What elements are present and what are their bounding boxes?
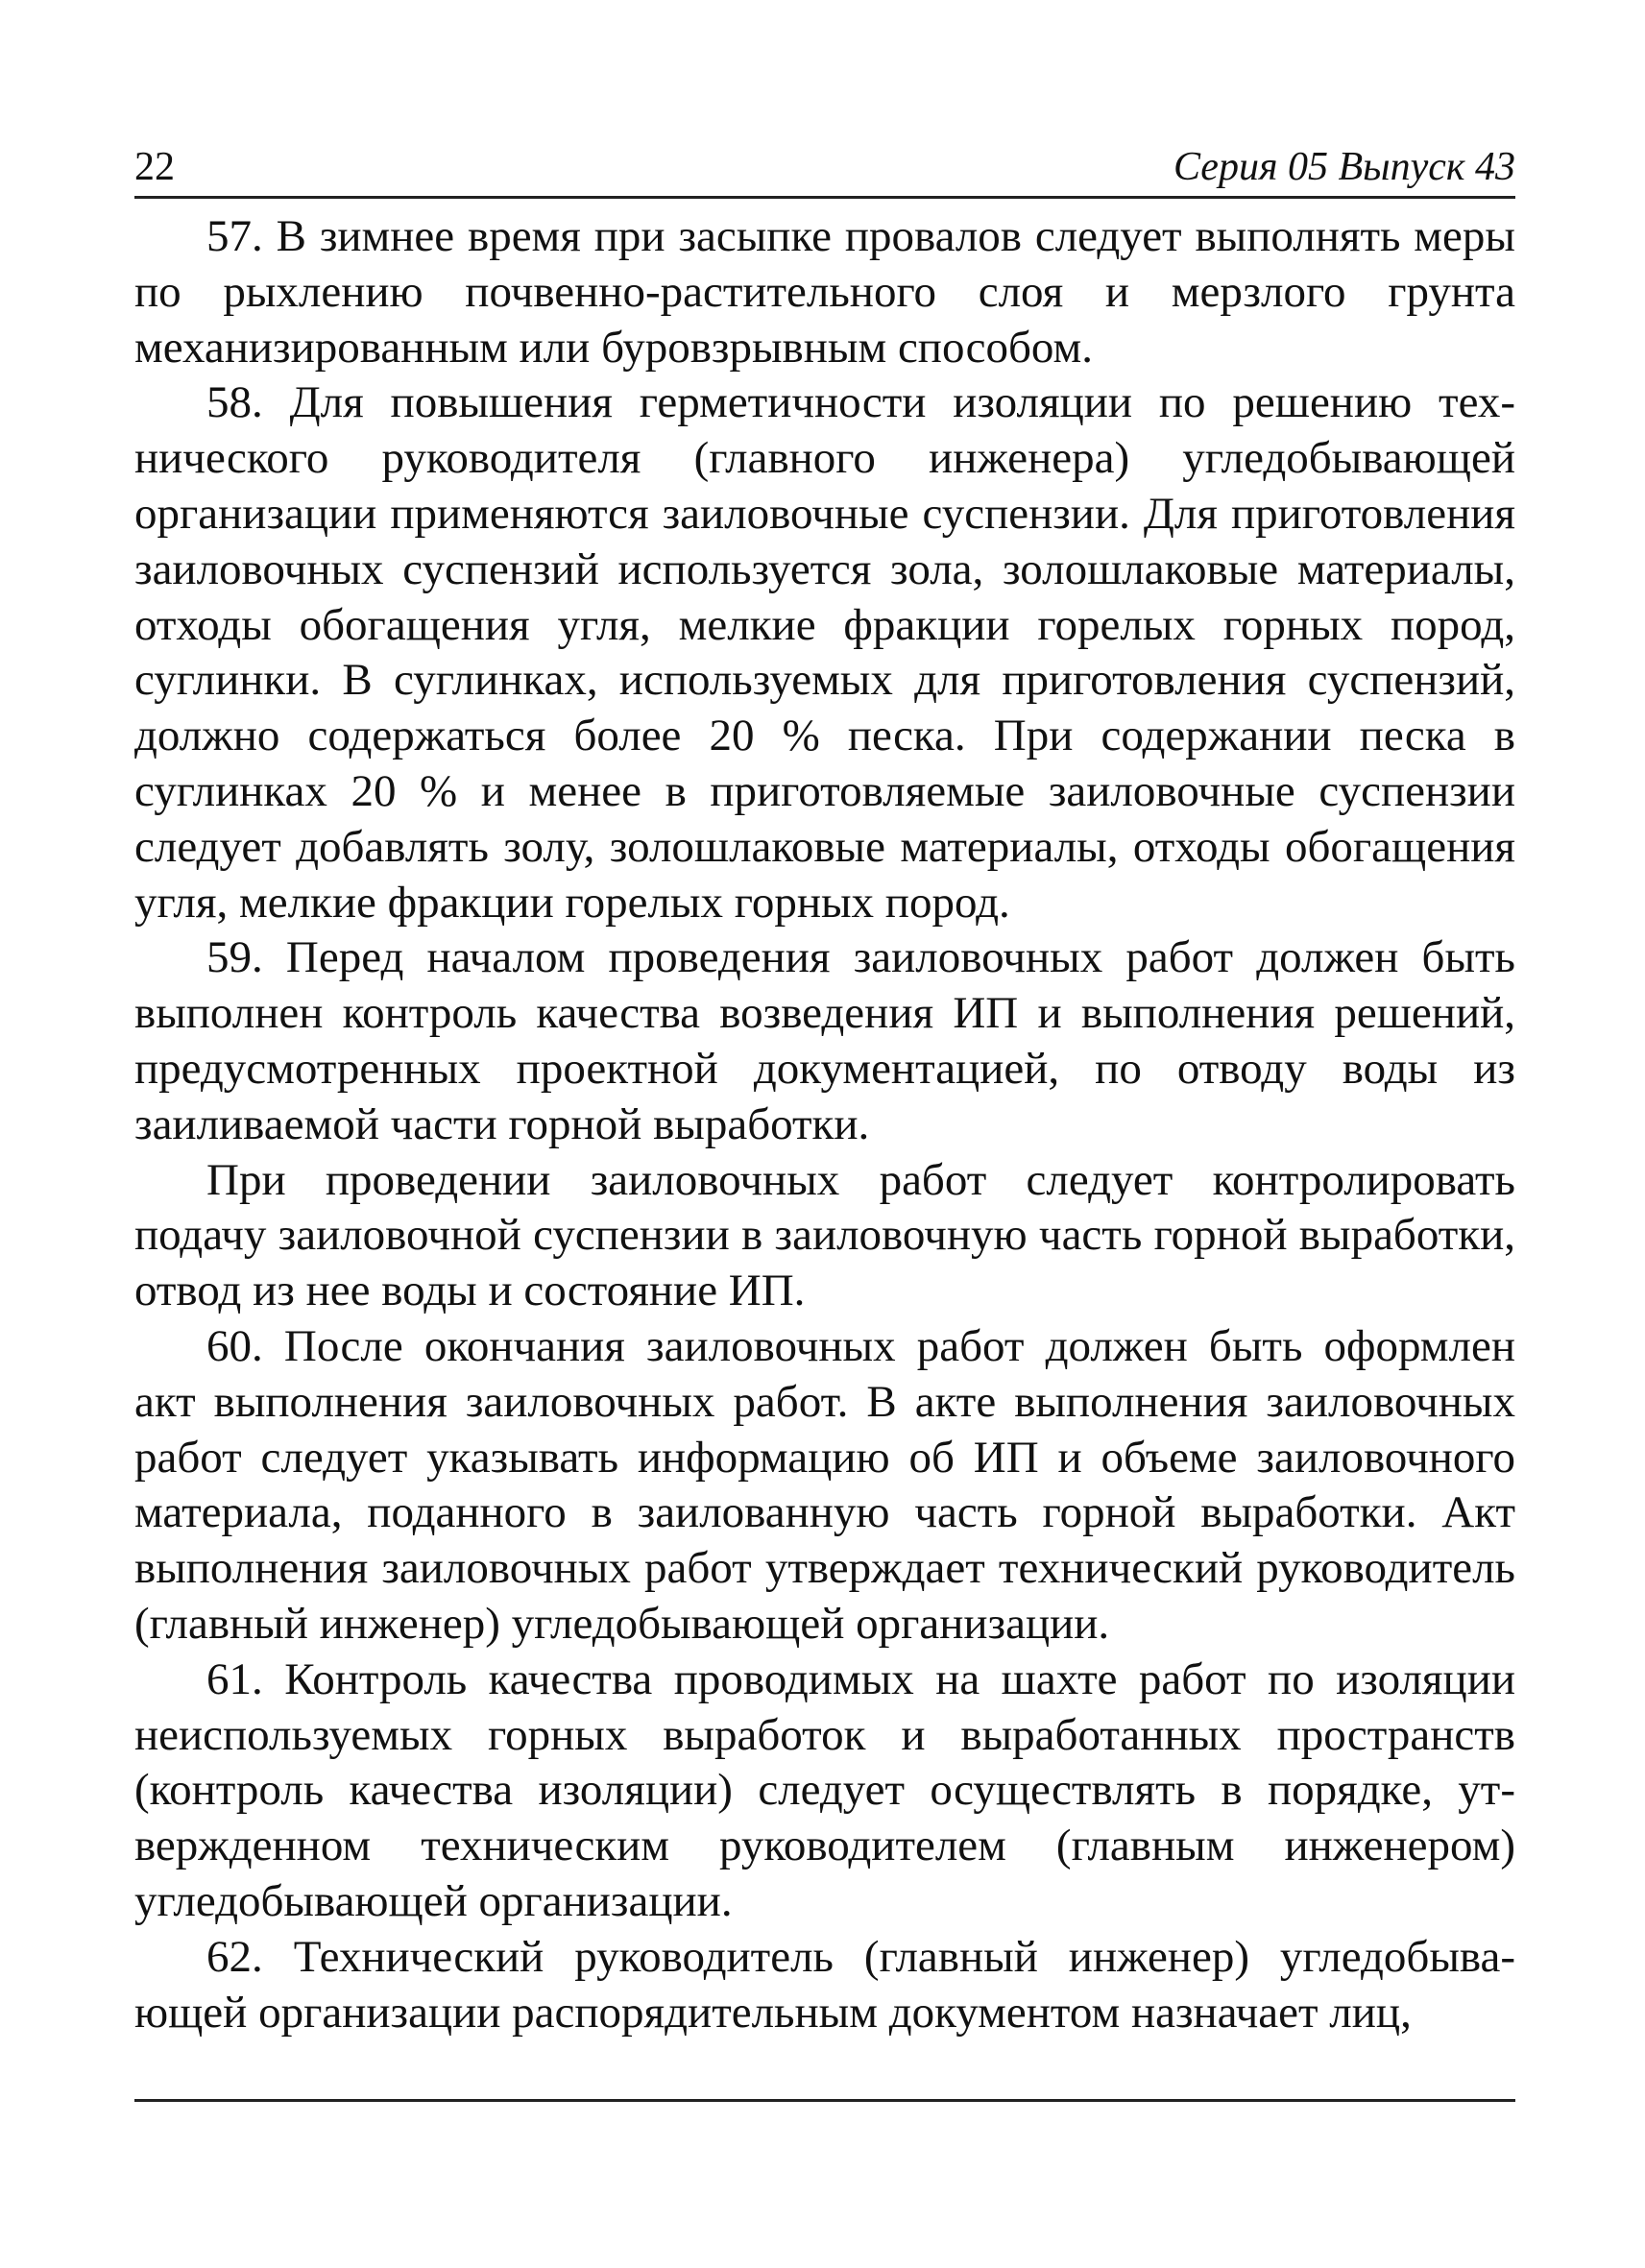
paragraph-62: 62. Технический руководитель (главный инженер) угледобывающей организации распорядительным документом назначает лиц, [134, 1931, 1515, 2038]
paragraph-58: 58. Для повышения герметичности изоляции по решению технического руководителя (главного инженера) угледобывающей организации применяются заиловочные суспензии. Для приготовления заиловочных суспензий используется зола, золошлаковые материалы, отходы обогащения угля, мелкие фракции горелых горных пород, суглинки. В суглинках, используемых для приготовления суспензий, должно содержаться более 20 % песка. При содержании песка в суглинках 20 % и менее в приготовляемые заиловочные суспензии следует добавлять золу, золошлаковые материалы, отходы обогащения угля, мелкие фракции горелых горных пород. [134, 377, 1515, 928]
document-body [134, 209, 1515, 2040]
paragraph-61: 61. Контроль качества проводимых на шахте работ по изоляции неиспользуемых горных выработок и выработанных пространств (контроль качества изоляции) следует осуществлять в порядке, утвержденном техническим руководителем (главным инженером) угледобывающей организации. [134, 1653, 1515, 1926]
footer-rule [134, 2099, 1515, 2102]
page-header [134, 134, 1515, 199]
page-number: 22 [134, 145, 175, 189]
paragraph-57: 57. В зимнее время при засыпке провалов следует выполнять меры по рыхлению почвенно-растительного слоя и мерзлого грунта механизированным или буровзрывным способом. [134, 211, 1515, 373]
paragraph-59-continuation: При проведении заиловочных работ следует контролировать подачу заиловочной суспензии в заиловочную часть горной выработки, отвод из нее воды и состояние ИП. [134, 1154, 1515, 1316]
series-issue-label: Серия 05 Выпуск 43 [1173, 145, 1515, 189]
paragraph-60: 60. После окончания заиловочных работ должен быть оформлен акт выполнения заиловочных работ. В акте выполнения заиловочных работ следует указывать информацию об ИП и объеме заиловочного материала, поданного в заилованную часть горной выработки. Акт выполнения заиловочных работ утверждает технический руководитель (главный инженер) угледобывающей организации. [134, 1320, 1515, 1649]
paragraph-59: 59. Перед началом проведения заиловочных работ должен быть выполнен контроль качества возведения ИП и выполнения решений, предусмотренных проектной документацией, по отводу воды из заиливаемой части горной выработки. [134, 932, 1515, 1149]
